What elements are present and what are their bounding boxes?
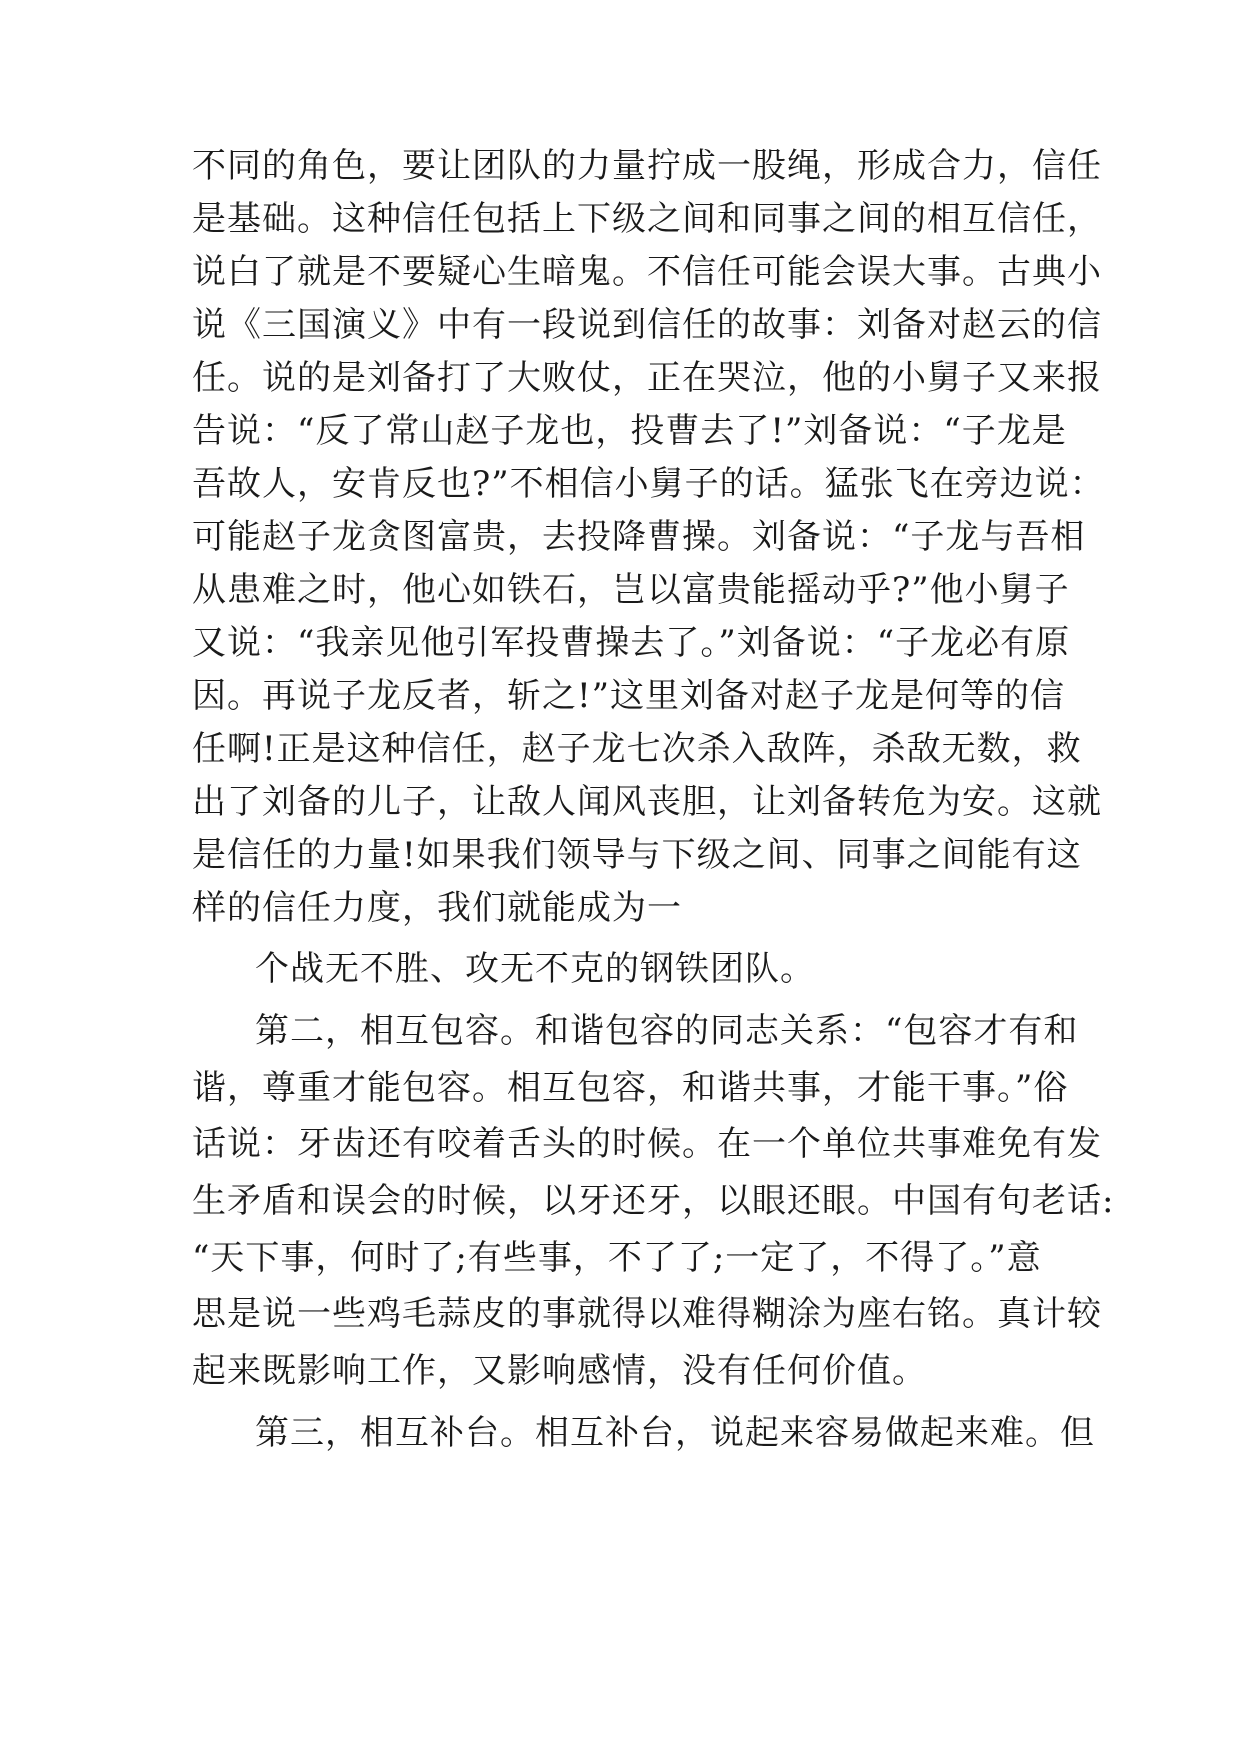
text-line: 谐，尊重才能包容。相互包容，和谐共事，才能干事。”俗 <box>192 1068 1069 1108</box>
text-line: 任。说的是刘备打了大败仗，正在哭泣，他的小舅子又来报 <box>192 358 1102 398</box>
text-line: 是信任的力量!如果我们领导与下级之间、同事之间能有这 <box>192 835 1082 875</box>
text-line: 又说：“我亲见他引军投曹操去了。”刘备说：“子龙必有原 <box>192 623 1071 663</box>
text-line: 任啊!正是这种信任，赵子龙七次杀入敌阵，杀敌无数，救 <box>192 729 1082 769</box>
text-line: 告说：“反了常山赵子龙也，投曹去了!”刘备说：“子龙是 <box>192 411 1067 451</box>
text-line: 说《三国演义》中有一段说到信任的故事：刘备对赵云的信 <box>192 305 1102 345</box>
text-line: 从患难之时，他心如铁石，岂以富贵能摇动乎?”他小舅子 <box>192 570 1070 610</box>
text-line: 第二，相互包容。和谐包容的同志关系：“包容才有和 <box>255 1011 1079 1051</box>
text-line: 生矛盾和误会的时候，以牙还牙，以眼还眼。中国有句老话: <box>192 1181 1115 1221</box>
text-line: 不同的角色，要让团队的力量拧成一股绳，形成合力，信任 <box>192 146 1102 186</box>
text-line: 第三，相互补台。相互补台，说起来容易做起来难。但 <box>255 1413 1095 1453</box>
text-line: 是基础。这种信任包括上下级之间和同事之间的相互信任， <box>192 199 1102 239</box>
text-line: 说白了就是不要疑心生暗鬼。不信任可能会误大事。古典小 <box>192 252 1102 292</box>
text-line: 出了刘备的儿子，让敌人闻风丧胆，让刘备转危为安。这就 <box>192 782 1102 822</box>
text-line: 个战无不胜、攻无不克的钢铁团队。 <box>255 949 815 989</box>
text-line: “天下事，何时了;有些事，不了了;一定了，不得了。”意 <box>192 1238 1042 1278</box>
text-line: 话说：牙齿还有咬着舌头的时候。在一个单位共事难免有发 <box>192 1124 1102 1164</box>
text-line: 起来既影响工作，又影响感情，没有任何价值。 <box>192 1351 927 1391</box>
text-line: 因。再说子龙反者，斩之!”这里刘备对赵子龙是何等的信 <box>192 676 1066 716</box>
text-line: 思是说一些鸡毛蒜皮的事就得以难得糊涂为座右铭。真计较 <box>192 1294 1102 1334</box>
text-line: 可能赵子龙贪图富贵，去投降曹操。刘备说：“子龙与吾相 <box>192 517 1086 557</box>
text-line: 吾故人，安肯反也?”不相信小舅子的话。猛张飞在旁边说： <box>192 464 1105 504</box>
text-line: 样的信任力度，我们就能成为一 <box>192 888 682 928</box>
